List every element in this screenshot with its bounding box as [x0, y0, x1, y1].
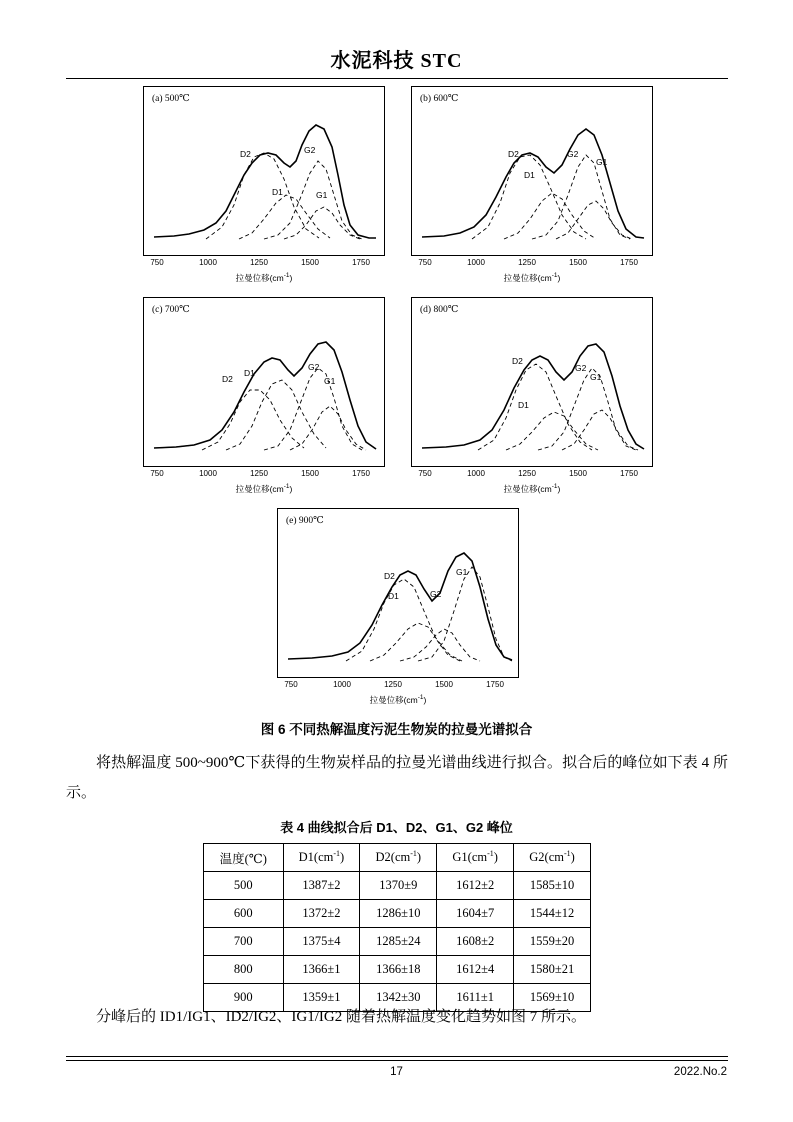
col-header-g2-tail: ) [570, 850, 575, 865]
peak-label-d2: D2 [508, 149, 519, 159]
panel-b-label: (b) 600℃ [420, 94, 459, 104]
footer-divider-bottom [66, 1060, 728, 1061]
figure-caption: 图 6 不同热解温度污泥生物炭的拉曼光谱拟合 [260, 722, 533, 737]
col-header-temperature [204, 844, 284, 872]
col-header-g2-sup: -1 [563, 849, 571, 859]
tick-750: 750 [150, 258, 164, 267]
cell-temperature: 800 [204, 956, 284, 984]
col-header-g2 [514, 844, 591, 872]
cell-d1: 1372±2 [283, 900, 360, 928]
cell-g2: 1544±12 [514, 900, 591, 928]
cell-temperature: 900 [204, 984, 284, 1012]
col-header-d2-sup: -1 [410, 849, 417, 859]
peak-label-d2: D2 [222, 374, 233, 384]
tick-1750: 1750 [486, 680, 504, 689]
header-divider [66, 78, 728, 79]
peak-label-g2: G2 [567, 149, 579, 159]
panel-e-label: (e) 900℃ [286, 516, 324, 526]
col-header-g1-text: G1(cm [452, 850, 488, 865]
tick-1750: 1750 [620, 469, 638, 478]
peak-label-d1: D1 [524, 170, 535, 180]
spectrum-panel-e [277, 508, 519, 678]
tick-1500: 1500 [569, 469, 587, 478]
tick-1000: 1000 [467, 469, 485, 478]
peak-label-d1: D1 [272, 187, 283, 197]
axis-label-tail: ) [557, 273, 561, 283]
col-header-d1-sup: -1 [333, 849, 341, 859]
cell-d2: 1342±30 [360, 984, 437, 1012]
tick-750: 750 [418, 258, 432, 267]
panel-d-curves [412, 298, 652, 466]
col-header-d2 [360, 844, 437, 872]
axis-label-tail: ) [423, 695, 427, 705]
cell-g1: 1604±7 [437, 900, 514, 928]
col-header-d1 [283, 844, 360, 872]
tick-1250: 1250 [518, 258, 536, 267]
tick-1000: 1000 [199, 469, 217, 478]
panel-e-axis-label [277, 694, 519, 706]
tick-1250: 1250 [384, 680, 402, 689]
cell-g2: 1559±20 [514, 928, 591, 956]
table-row [204, 928, 591, 956]
page-number: 17 [390, 1066, 403, 1078]
peak-label-d2: D2 [384, 571, 395, 581]
axis-label-sup: -1 [551, 272, 558, 280]
tick-1000: 1000 [199, 258, 217, 267]
peak-label-d1: D1 [518, 400, 529, 410]
peak-label-d1: D1 [388, 591, 399, 601]
peak-label-d2: D2 [512, 356, 523, 366]
axis-label-text: 拉曼位移(cm [369, 695, 418, 705]
peak-label-d2: D2 [240, 149, 251, 159]
cell-d2: 1366±18 [360, 956, 437, 984]
tick-1500: 1500 [435, 680, 453, 689]
footer-divider-top [66, 1056, 728, 1057]
axis-label-sup: -1 [417, 694, 424, 702]
tick-1500: 1500 [301, 469, 319, 478]
peak-label-g2: G2 [575, 363, 587, 373]
peak-label-g1: G1 [456, 567, 468, 577]
cell-d2: 1286±10 [360, 900, 437, 928]
table-row [204, 900, 591, 928]
col-header-d2-text: D2(cm [375, 850, 411, 865]
spectrum-panel-b [411, 86, 653, 256]
panel-d-label: (d) 800℃ [420, 305, 459, 315]
journal-title: 水泥科技 STC [330, 50, 463, 72]
cell-d1: 1359±1 [283, 984, 360, 1012]
cell-g1: 1612±2 [437, 872, 514, 900]
col-header-temperature-text: 温度(℃) [219, 851, 267, 866]
spectrum-panel-d [411, 297, 653, 467]
col-header-g1-sup: -1 [487, 849, 494, 859]
panel-b-axis-label [411, 272, 653, 284]
issue-label: 2022.No.2 [673, 1066, 727, 1078]
peak-label-g1: G1 [316, 190, 328, 200]
axis-label-text: 拉曼位移(cm [503, 273, 552, 283]
axis-label-text: 拉曼位移(cm [235, 484, 284, 494]
panel-a-label: (a) 500℃ [152, 94, 190, 104]
axis-label-text: 拉曼位移(cm [503, 484, 552, 494]
axis-label-sup: -1 [283, 272, 290, 280]
cell-g1: 1608±2 [437, 928, 514, 956]
tick-750: 750 [150, 469, 164, 478]
col-header-d1-tail: ) [340, 850, 345, 865]
table-title: 表 4 曲线拟合后 D1、D2、G1、G2 峰位 [280, 820, 513, 835]
tick-1750: 1750 [352, 469, 370, 478]
panel-c-curves [144, 298, 384, 466]
axis-label-sup: -1 [551, 483, 558, 491]
panel-d-axis-label [411, 483, 653, 495]
col-header-g1-tail: ) [493, 850, 498, 865]
cell-d2: 1370±9 [360, 872, 437, 900]
table-header-row [204, 844, 591, 872]
tick-1250: 1250 [250, 469, 268, 478]
axis-label-tail: ) [289, 484, 293, 494]
col-header-g2-text: G2(cm [529, 850, 564, 865]
panel-c-axis-label [143, 483, 385, 495]
peak-label-g2: G2 [430, 589, 442, 599]
peak-label-g1: G1 [590, 372, 602, 382]
cell-temperature: 600 [204, 900, 284, 928]
cell-d2: 1285±24 [360, 928, 437, 956]
axis-label-sup: -1 [283, 483, 290, 491]
col-header-d2-tail: ) [416, 850, 422, 865]
cell-temperature: 500 [204, 872, 284, 900]
peak-label-g1: G1 [596, 157, 608, 167]
cell-g2: 1580±21 [514, 956, 591, 984]
spectrum-panel-a [143, 86, 385, 256]
tick-1000: 1000 [467, 258, 485, 267]
peak-label-g2: G2 [304, 145, 316, 155]
axis-label-tail: ) [557, 484, 561, 494]
cell-d1: 1375±4 [283, 928, 360, 956]
peak-label-d1: D1 [244, 368, 255, 378]
tick-1750: 1750 [352, 258, 370, 267]
col-header-g1 [437, 844, 514, 872]
peak-position-table [203, 843, 591, 1012]
cell-g2: 1569±10 [514, 984, 591, 1012]
paragraph-2: 分峰后的 ID1/IG1、ID2/IG2、IG1/IG2 随着热解温度变化趋势如图 7 所示。 [96, 1009, 586, 1025]
panel-a-curves [144, 87, 384, 255]
paragraph-1: 将热解温度 500~900℃下获得的生物炭样品的拉曼光谱曲线进行拟合。拟合后的峰位如下表 4 所示。 [66, 755, 728, 801]
cell-g1: 1612±4 [437, 956, 514, 984]
panel-a-axis-label [143, 272, 385, 284]
peak-label-g1: G1 [324, 376, 336, 386]
page-header [0, 44, 793, 73]
tick-1000: 1000 [333, 680, 351, 689]
cell-d1: 1366±1 [283, 956, 360, 984]
cell-g2: 1585±10 [514, 872, 591, 900]
tick-750: 750 [284, 680, 298, 689]
tick-1500: 1500 [301, 258, 319, 267]
cell-d1: 1387±2 [283, 872, 360, 900]
axis-label-tail: ) [289, 273, 293, 283]
tick-750: 750 [418, 469, 432, 478]
tick-1250: 1250 [518, 469, 536, 478]
table-row [204, 872, 591, 900]
figure-6 [66, 86, 728, 706]
spectrum-panel-c [143, 297, 385, 467]
panel-c-label: (c) 700℃ [152, 305, 190, 315]
axis-label-text: 拉曼位移(cm [235, 273, 284, 283]
col-header-d1-text: D1(cm [298, 850, 334, 865]
tick-1750: 1750 [620, 258, 638, 267]
table-row [204, 956, 591, 984]
tick-1250: 1250 [250, 258, 268, 267]
tick-1500: 1500 [569, 258, 587, 267]
cell-temperature: 700 [204, 928, 284, 956]
cell-g1: 1611±1 [437, 984, 514, 1012]
peak-label-g2: G2 [308, 362, 320, 372]
